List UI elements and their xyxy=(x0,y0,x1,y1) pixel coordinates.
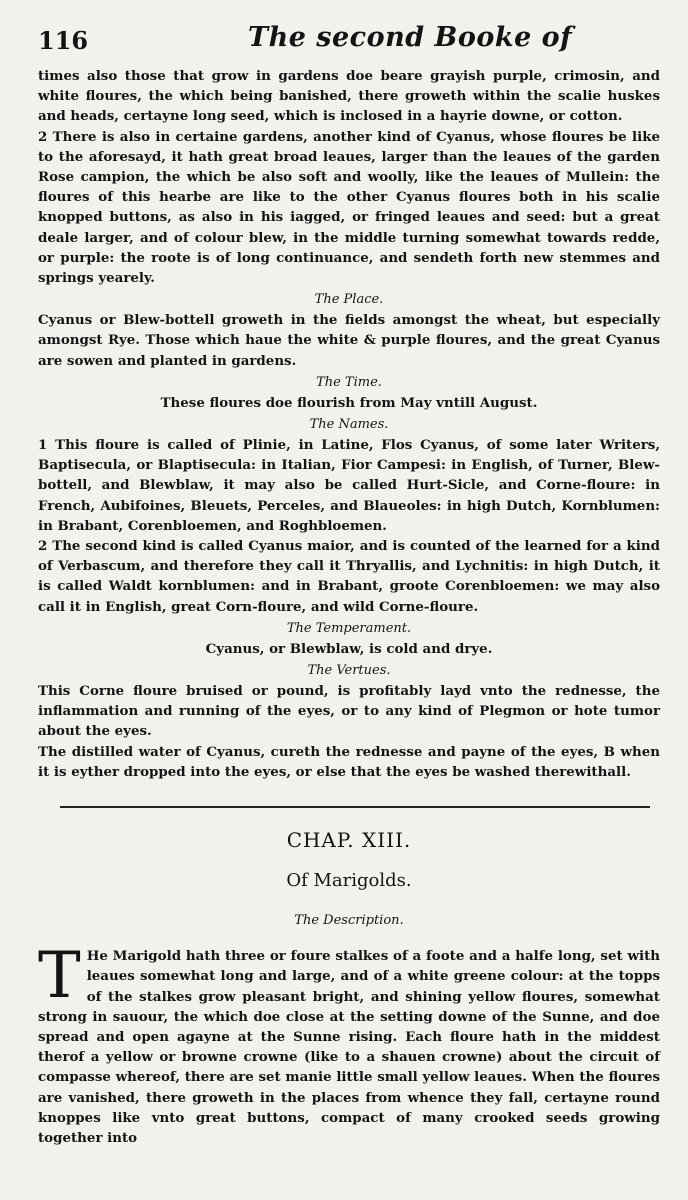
body-paragraph: 2 There is also in certaine gardens, another kind of Cyanus, whose floures be like to the aforesayd, it hath great broad leaues, larger than the leaues of the garden Rose campion, the which be also soft and woolly, like the leaues of Mullein: the floures of this hearbe are like to the other Cyanus floures both in his scalie knopped buttons, as also in his iagged, or fringed leaues and seed: but a great deale larger, and of colour blew, in the middle turning somewhat towards redde, or purple: the roote is of long continuance, and sendeth forth new stemmes and springs yearely. xyxy=(38,128,660,287)
chapter-number: CHAP. XIII. xyxy=(286,828,412,853)
section-divider xyxy=(60,806,650,808)
section-heading-description: The Description. xyxy=(294,913,404,929)
marigold-description xyxy=(38,939,660,1148)
section-heading-names: The Names. xyxy=(309,417,389,433)
running-head: The second Booke of xyxy=(248,22,573,53)
section-heading-place: The Place. xyxy=(314,292,384,308)
vertues-paragraph-1: This Corne floure bruised or pound, is profitably layd vnto the rednesse, the inflammation and running of the eyes, or to any kind of Plegmon or hote tumor about the eyes. xyxy=(38,683,660,740)
vertues-paragraph-2: The distilled water of Cyanus, cureth the rednesse and payne of the eyes, B when it is eyther dropped into the eyes, or else that the eyes be washed therewithall. xyxy=(38,743,660,780)
drop-cap: T xyxy=(38,939,81,1014)
page-header xyxy=(38,22,660,66)
time-paragraph: These floures doe flourish from May vntill August. xyxy=(160,394,538,411)
names-paragraph-1: 1 This floure is called of Plinie, in Latine, Flos Cyanus, of some later Writers, Baptisecula, or Blaptisecula: in Italian, Fior Campesi: in English, of Turner, Blew-bottell, and Blewblaw, it may also be called Hurt-Sicle, and Corne-floure: in French, Aubifoines, Bleuets, Perceles, and Blaueoles: in high Dutch, Kornblumen: in Brabant, Corenbloemen, and Roghbloemen. xyxy=(38,437,660,534)
names-paragraph-2: 2 The second kind is called Cyanus maior, and is counted of the learned for a kind of Verbascum, and therefore they call it Thryallis, and Lychnitis: in high Dutch, it is called Waldt kornblumen: and in Brabant, groote Corenbloemen: we may also call it in English, great Corn-floure, and wild Corne-floure. xyxy=(38,538,660,615)
place-paragraph: Cyanus or Blew-bottell groweth in the fields amongst the wheat, but especially amongst Rye. Those which haue the white & purple floures, and the great Cyanus are sowen and planted in gardens. xyxy=(38,312,660,369)
temperament-paragraph: Cyanus, or Blewblaw, is cold and drye. xyxy=(205,640,493,657)
page-number: 116 xyxy=(38,26,89,55)
body-paragraph: times also those that grow in gardens doe beare grayish purple, crimosin, and white floures, the which being banished, there groweth within the scalie huskes and heads, certayne long seed, which is inclosed in a hayrie downe, or cotton. xyxy=(38,68,660,125)
chapter-title: Of Marigolds. xyxy=(286,870,412,892)
section-heading-temperament: The Temperament. xyxy=(286,620,412,636)
section-heading-vertues: The Vertues. xyxy=(307,663,391,679)
marigold-paragraph: He Marigold hath three or foure stalkes of a foote and a halfe long, set with leaues somewhat long and large, and of a white greene colour: at the topps of the stalkes grow pleasant bright, and shining yellow floures, somewhat strong in sauour, the which doe close at the setting downe of the Sunne, and doe spread and open agayne at the Sunne rising. Each floure hath in the middest therof a yellow or browne crowne (like to a shauen crowne) about the circuit of compasse whereof, there are set manie little small yellow leaues. When the floures are vanished, there groweth in the places from whence they fall, certayne round knoppes like vnto great buttons, compact of many crooked seeds growing together into xyxy=(38,948,660,1146)
section-heading-time: The Time. xyxy=(316,374,382,390)
